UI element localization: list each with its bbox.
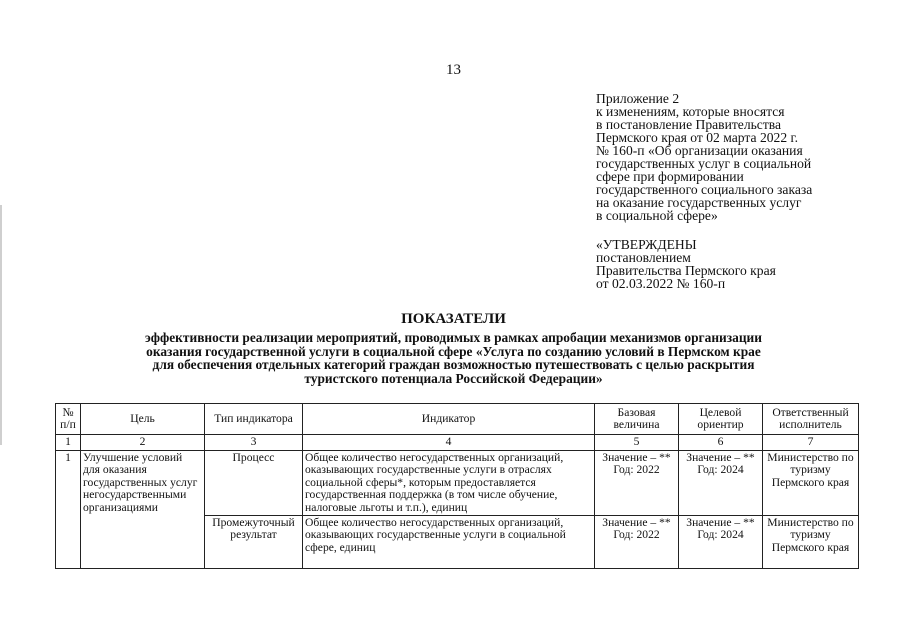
- appendix-line: Приложение 2: [596, 91, 680, 106]
- subtitle-line: туристского потенциала Российской Федерации»: [304, 370, 603, 386]
- responsible-cell: Министерство по туризму Пермского края: [763, 516, 859, 569]
- appendix-line: в постановление Правительства: [596, 117, 782, 132]
- approval-line: «УТВЕРЖДЕНЫ: [596, 237, 697, 252]
- column-number: 7: [763, 435, 859, 451]
- appendix-block: [596, 92, 886, 222]
- document-subtitle: [40, 331, 867, 385]
- subtitle-line: для обеспечения отдельных категорий граждан возможностью путешествовать с целью раскрытия: [152, 357, 755, 372]
- base-value-cell: Значение – ** Год: 2022: [595, 451, 679, 516]
- header-indicator: Индикатор: [303, 404, 595, 435]
- target-cell: Значение – ** Год: 2024: [679, 516, 763, 569]
- responsible-cell: Министерство по туризму Пермского края: [763, 451, 859, 516]
- header-target: Целевой ориентир: [679, 404, 763, 435]
- subtitle-line: оказания государственной услуги в социальной сфере «Услуга по созданию условий в Пермском крае: [146, 343, 761, 359]
- table-header-row: [56, 404, 859, 435]
- subtitle-line: эффективности реализации мероприятий, проводимых в рамках апробации механизмов организации: [145, 330, 762, 345]
- header-number: № п/п: [56, 404, 81, 435]
- appendix-line: сфере при формировании: [596, 169, 744, 184]
- header-responsible: Ответственный исполнитель: [763, 404, 859, 435]
- indicator-cell: Общее количество негосударственных организаций, оказывающих государственные услуги в социальной сфере, единиц: [303, 516, 595, 569]
- column-number: 1: [56, 435, 81, 451]
- column-number: 5: [595, 435, 679, 451]
- indicator-type-cell: Промежуточный результат: [205, 516, 303, 569]
- column-number: 2: [81, 435, 205, 451]
- approval-line: Правительства Пермского края: [596, 263, 776, 278]
- header-indicator-type: Тип индикатора: [205, 404, 303, 435]
- appendix-line: № 160-п «Об организации оказания: [596, 143, 803, 158]
- indicator-cell: Общее количество негосударственных организаций, оказывающих государственные услуги в отраслях социальной сферы*, которым предоставляется государственная поддержка (в том числе обучение, налоговые льготы и т.п.), единиц: [303, 451, 595, 516]
- table-row: [56, 451, 859, 516]
- column-number-row: [56, 435, 859, 451]
- approval-block: [596, 238, 886, 290]
- column-number: 3: [205, 435, 303, 451]
- column-number: 6: [679, 435, 763, 451]
- row-number: 1: [56, 451, 81, 569]
- indicator-type-cell: Процесс: [205, 451, 303, 516]
- appendix-line: в социальной сфере»: [596, 208, 718, 223]
- column-number: 4: [303, 435, 595, 451]
- appendix-line: на оказание государственных услуг: [596, 195, 802, 210]
- base-value-cell: Значение – ** Год: 2022: [595, 516, 679, 569]
- appendix-line: к изменениям, которые вносятся: [596, 104, 785, 119]
- indicators-table: [55, 403, 859, 569]
- approval-line: от 02.03.2022 № 160-п: [596, 276, 726, 291]
- document-title: ПОКАЗАТЕЛИ: [401, 311, 506, 327]
- header-base-value: Базовая величина: [595, 404, 679, 435]
- appendix-line: государственного социального заказа: [596, 182, 813, 197]
- header-goal: Цель: [81, 404, 205, 435]
- appendix-line: Пермского края от 02 марта 2022 г.: [596, 130, 798, 145]
- goal-cell: Улучшение условий для оказания государственных услуг негосударственными организациями: [81, 451, 205, 569]
- target-cell: Значение – ** Год: 2024: [679, 451, 763, 516]
- page-number: 13: [446, 62, 461, 78]
- appendix-line: государственных услуг в социальной: [596, 156, 812, 171]
- approval-line: постановлением: [596, 250, 691, 265]
